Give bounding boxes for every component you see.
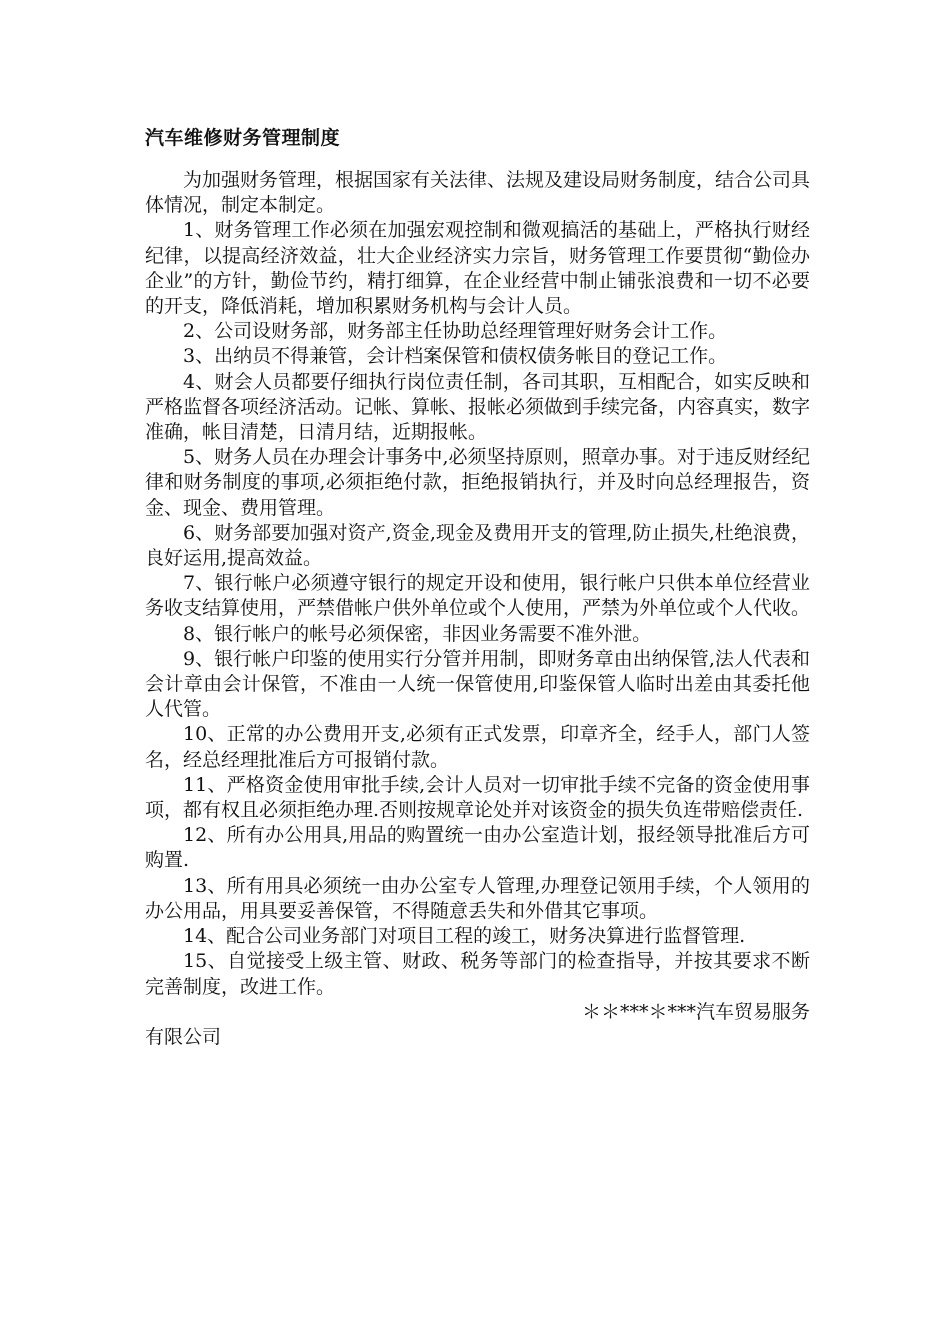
clause-7: 7、银行帐户必须遵守银行的规定开设和使用，银行帐户只供本单位经营业务收支结算使用，严禁借帐户供外单位或个人使用，严禁为外单位或个人代收。 [145, 572, 811, 620]
clause-5: 5、财务人员在办理会计事务中,必须坚持原则，照章办事。对于违反财经纪律和财务制度的事项,必须拒绝付款，拒绝报销执行，并及时向总经理报告，资金、现金、费用管理。 [145, 446, 810, 519]
clause-11: 11、严格资金使用审批手续,会计人员对一切审批手续不完备的资金使用事项，都有权且必须拒绝办理.否则按规章论处并对该资金的损失负连带赔偿责任. [145, 773, 810, 822]
clause-6: 6、财务部要加强对资产,资金,现金及费用开支的管理,防止损失,杜绝浪费，良好运用,提高效益。 [145, 521, 810, 570]
document-title: 汽车维修财务管理制度 [145, 127, 341, 149]
clause-12: 12、所有办公用具,用品的购置统一由办公室造计划，报经领导批准后方可购置. [145, 824, 810, 872]
clause-9: 9、银行帐户印鉴的使用实行分管并用制，即财务章由出纳保管,法人代表和会计章由会计保管，不准由一人统一保管使用,印鉴保管人临时出差由其委托他人代管。 [145, 647, 810, 721]
clause-13: 13、所有用具必须统一由办公室专人管理,办理登记领用手续，个人领用的办公用品，用具要妥善保管，不得随意丢失和外借其它事项。 [145, 874, 810, 922]
clause-14: 14、配合公司业务部门对项目工程的竣工，财务决算进行监督管理. [183, 925, 746, 948]
intro-paragraph: 为加强财务管理，根据国家有关法律、法规及建设局财务制度，结合公司具体情况，制定本制定。 [145, 169, 811, 217]
company-signature: ＊＊***＊***汽车贸易服务 [581, 1000, 810, 1023]
clause-2: 2、公司设财务部，财务部主任协助总经理管理好财务会计工作。 [183, 320, 728, 343]
clause-1: 1、财务管理工作必须在加强宏观控制和微观搞活的基础上，严格执行财经纪律，以提高经济效益，壮大企业经济实力宗旨，财务管理工作要贯彻“勤俭办企业”的方针，勤俭节约，精打细算，在企业经营中制止铺张浪费和一切不必要的开支，降低消耗，增加积累财务机构与会计人员。 [145, 219, 810, 318]
clause-15: 15、自觉接受上级主管、财政、税务等部门的检查指导，并按其要求不断完善制度，改进工作。 [145, 950, 810, 998]
clause-8: 8、银行帐户的帐号必须保密，非因业务需要不准外泄。 [183, 622, 652, 645]
document-body [145, 168, 810, 1050]
clause-3: 3、出纳员不得兼管，会计档案保管和债权债务帐目的登记工作。 [183, 345, 728, 368]
clause-10: 10、正常的办公费用开支,必须有正式发票，印章齐全，经手人，部门人签名，经总经理批准后方可报销付款。 [145, 723, 810, 771]
company-signature-continued: 有限公司 [145, 1025, 222, 1048]
clause-4: 4、财会人员都要仔细执行岗位责任制，各司其职，互相配合，如实反映和严格监督各项经济活动。记帐、算帐、报帐必须做到手续完备，内容真实，数字准确，帐目清楚，日清月结，近期报帐。 [145, 370, 811, 444]
